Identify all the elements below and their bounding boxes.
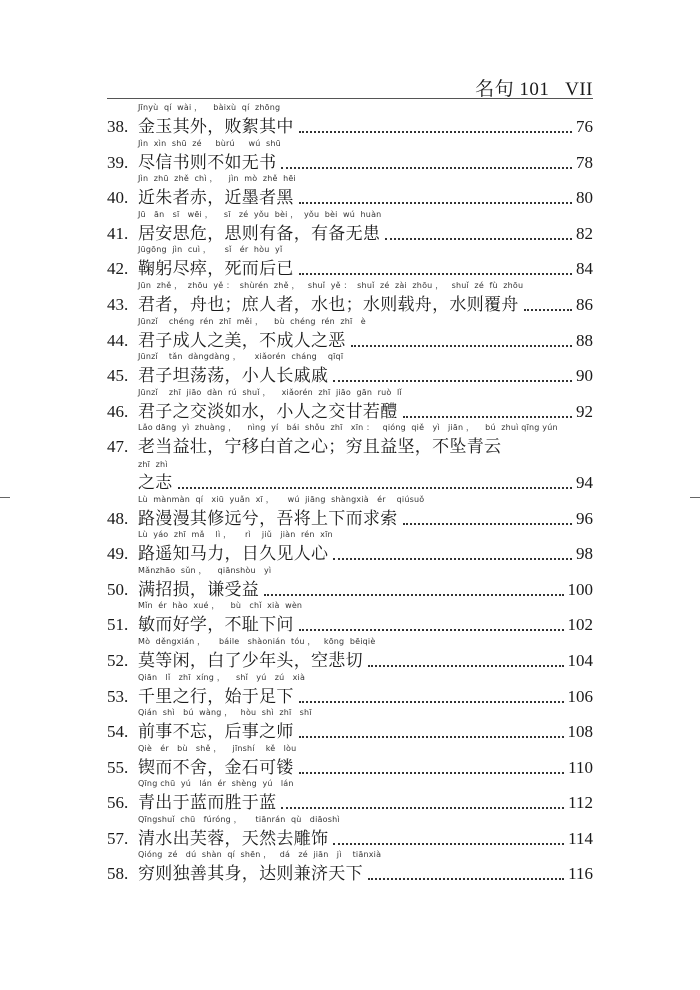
toc-entry[interactable] [107, 708, 593, 744]
entry-number: 49. [107, 544, 129, 564]
entry-number: 45. [107, 366, 129, 386]
entry-text: 路漫漫其修远兮，吾将上下而求索 [138, 508, 398, 529]
entry-page: 86 [576, 294, 593, 314]
entry-pinyin: Jū ān sī wēi ， sī zé yǒu bèi ， yǒu bèi wú huàn [138, 209, 382, 219]
entry-pinyin: Jūnzǐ tǎn dàngdàng ， xiǎorén cháng qīqī [138, 352, 344, 362]
entry-pinyin: Qīngshuǐ chū fúróng ， tiānrán qù diāoshì [138, 814, 340, 824]
toc-entry[interactable] [107, 317, 593, 353]
running-header [475, 74, 593, 101]
toc-entry[interactable] [107, 352, 593, 388]
entry-number: 42. [107, 259, 129, 279]
header-page-roman: VII [565, 79, 593, 100]
entry-text: 满招损，谦受益 [138, 579, 260, 600]
leader-dots [403, 523, 573, 525]
entry-text: 君者，舟也；庶人者，水也；水则载舟，水则覆舟 [138, 294, 519, 315]
entry-pinyin: Jìn xìn shū zé bùrú wú shū [138, 138, 281, 148]
toc-entry[interactable] [107, 103, 593, 139]
entry-text-continued: 之志 [138, 472, 173, 493]
toc-entry[interactable] [107, 779, 593, 815]
entry-page: 106 [567, 686, 593, 706]
leader-dots [281, 807, 564, 809]
entry-text: 前事不忘，后事之师 [138, 722, 294, 743]
entry-page: 112 [568, 793, 593, 813]
toc-entry[interactable] [107, 210, 593, 246]
entry-pinyin: Lù mànmàn qí xiū yuǎn xī ， wú jiāng shàngxià ér qiúsuǒ [138, 494, 425, 504]
leader-dots [333, 843, 564, 845]
entry-page: 98 [576, 544, 593, 564]
toc-entry[interactable] [107, 815, 593, 851]
entry-text: 敏而好学，不耻下问 [138, 615, 294, 636]
toc-entry[interactable] [107, 601, 593, 637]
entry-number: 50. [107, 579, 129, 599]
entry-number: 46. [107, 401, 129, 421]
entry-text: 老当益壮，宁移白首之心；穷且益坚，不坠青云 [138, 437, 502, 458]
entry-text: 锲而不舍，金石可镂 [138, 757, 294, 778]
leader-dots [351, 345, 572, 347]
entry-text: 君子成人之美，不成人之恶 [138, 330, 346, 351]
entry-text: 尽信书则不如无书 [138, 152, 277, 173]
entry-page: 102 [567, 615, 593, 635]
header-rule [107, 98, 593, 99]
leader-dots [299, 202, 572, 204]
toc-entry[interactable] [107, 245, 593, 281]
entry-pinyin: Jūn zhě ， zhōu yě ： shùrén zhě ， shuǐ yě ： shuǐ zé zài zhōu ， shuǐ zé fù zhōu [138, 280, 524, 290]
entry-page: 116 [568, 864, 593, 884]
left-trim-mark [0, 497, 10, 498]
toc-entry[interactable] [107, 174, 593, 210]
entry-pinyin: Mǐn ér hào xué ， bù chǐ xià wèn [138, 601, 303, 611]
entry-text: 清水出芙蓉，天然去雕饰 [138, 828, 329, 849]
entry-number: 43. [107, 294, 129, 314]
entry-number: 39. [107, 152, 129, 172]
toc-entry[interactable] [107, 673, 593, 709]
entry-page: 114 [568, 828, 593, 848]
entry-number: 38. [107, 117, 129, 136]
entry-pinyin: Mǎnzhāo sǔn ， qiānshòu yì [138, 565, 272, 575]
entry-page: 88 [576, 330, 593, 350]
right-trim-mark [690, 497, 700, 498]
toc-entry[interactable] [107, 388, 593, 424]
entry-page: 90 [576, 366, 593, 386]
entry-page: 82 [576, 223, 593, 243]
entry-pinyin: Qiè ér bù shě ， jīnshí kě lòu [138, 743, 297, 753]
leader-dots [385, 238, 572, 240]
entry-page: 104 [567, 650, 593, 670]
entry-page: 92 [576, 401, 593, 421]
toc-entry[interactable] [107, 139, 593, 175]
entry-number: 47. [107, 437, 129, 457]
leader-dots [178, 487, 572, 489]
entry-pinyin: Lǎo dāng yì zhuàng ， nìng yí bái shǒu zhī xīn ： qióng qiě yì jiān ， bú zhuì qīng yún [138, 423, 558, 433]
entry-text: 君子坦荡荡，小人长戚戚 [138, 366, 329, 387]
toc-entry[interactable] [107, 850, 593, 886]
entry-number: 54. [107, 722, 129, 742]
entry-pinyin: Jūnzǐ zhī jiāo dàn rú shuǐ ， xiǎorén zhī jiāo gān ruò lǐ [138, 387, 402, 397]
entry-text: 君子之交淡如水，小人之交甘若醴 [138, 401, 398, 422]
toc-entry[interactable] [107, 566, 593, 602]
toc-entry[interactable] [107, 495, 593, 531]
entry-number: 41. [107, 223, 129, 243]
leader-dots [368, 878, 564, 880]
entry-pinyin: Qióng zé dú shàn qí shēn ， dá zé jiān jì tiānxià [138, 850, 382, 860]
entry-pinyin: Mò děngxián ， báile shàonián tóu ， kōng bēiqiè [138, 636, 376, 646]
entry-text: 莫等闲，白了少年头，空悲切 [138, 650, 363, 671]
entry-text: 青出于蓝而胜于蓝 [138, 793, 277, 814]
entry-number: 52. [107, 650, 129, 670]
entry-pinyin: Jūnzǐ chéng rén zhī měi ， bù chéng rén zhī è [138, 316, 366, 326]
leader-dots [264, 594, 563, 596]
entry-text: 近朱者赤，近墨者黑 [138, 188, 294, 209]
toc-entry[interactable] [107, 423, 593, 494]
entry-pinyin: Jìn zhū zhě chì ， jìn mò zhě hēi [138, 174, 296, 184]
entry-pinyin-continued: zhī zhì [138, 460, 168, 470]
entry-page: 100 [567, 579, 593, 599]
entry-number: 57. [107, 828, 129, 848]
leader-dots [281, 167, 572, 169]
entry-number: 55. [107, 757, 129, 777]
entry-number: 48. [107, 508, 129, 528]
leader-dots [333, 380, 572, 382]
entry-pinyin: Qiān lǐ zhī xíng ， shǐ yú zú xià [138, 672, 306, 682]
entry-text: 穷则独善其身，达则兼济天下 [138, 864, 363, 885]
leader-dots [333, 558, 572, 560]
entry-page: 80 [576, 188, 593, 208]
entry-text: 鞠躬尽瘁，死而后已 [138, 259, 294, 280]
entry-page: 96 [576, 508, 593, 528]
toc-entry[interactable] [107, 281, 593, 317]
entry-pinyin: Jūgōng jìn cuì ， sǐ ér hòu yǐ [138, 245, 283, 255]
entry-text: 居安思危，思则有备，有备无患 [138, 223, 381, 244]
toc-entry[interactable] [107, 744, 593, 780]
entry-page: 78 [576, 152, 593, 172]
entry-text: 路遥知马力，日久见人心 [138, 544, 329, 565]
leader-dots [299, 701, 564, 703]
entry-number: 56. [107, 793, 129, 813]
entry-text: 千里之行，始于足下 [138, 686, 294, 707]
entry-number: 44. [107, 330, 129, 350]
table-of-contents [107, 103, 593, 886]
leader-dots [299, 629, 564, 631]
entry-page: 110 [568, 757, 593, 777]
entry-pinyin: Qián shì bú wàng ， hòu shì zhī shī [138, 708, 312, 718]
entry-number: 53. [107, 686, 129, 706]
entry-pinyin: Qīng chū yú lán ér shèng yú lán [138, 779, 294, 789]
leader-dots [524, 309, 572, 311]
leader-dots [299, 131, 572, 133]
toc-entry[interactable] [107, 530, 593, 566]
entry-number: 40. [107, 188, 129, 208]
entry-pinyin: Lù yáo zhī mǎ lì ， rì jiǔ jiàn rén xīn [138, 530, 333, 540]
leader-dots [403, 416, 573, 418]
entry-page: 76 [576, 117, 593, 136]
leader-dots [368, 665, 564, 667]
header-title: 名句 101 [475, 79, 550, 100]
toc-entry[interactable] [107, 637, 593, 673]
entry-page: 84 [576, 259, 593, 279]
leader-dots [299, 772, 564, 774]
leader-dots [299, 736, 564, 738]
leader-dots [299, 273, 572, 275]
entry-pinyin: Jīnyù qí wài ， bàixù qí zhōng [138, 103, 281, 112]
entry-text: 金玉其外，败絮其中 [138, 117, 294, 137]
entry-page: 108 [567, 722, 593, 742]
entry-number: 58. [107, 864, 129, 884]
entry-number: 51. [107, 615, 129, 635]
entry-page: 94 [576, 472, 593, 492]
